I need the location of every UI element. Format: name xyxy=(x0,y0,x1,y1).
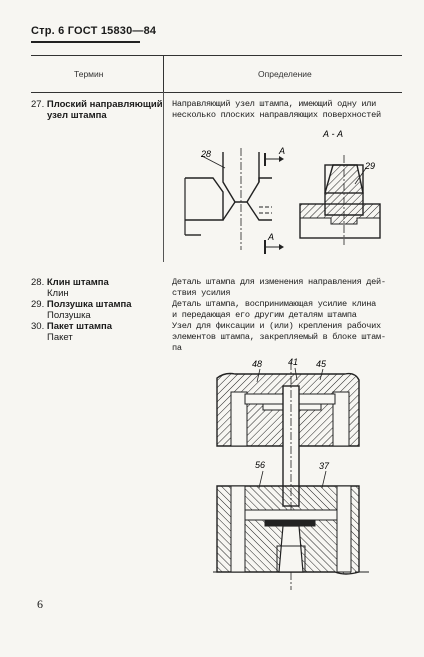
figure-label-37: 37 xyxy=(319,461,330,471)
entry-number: 28. xyxy=(31,277,45,288)
page-number: 6 xyxy=(37,597,43,611)
column-divider-body xyxy=(163,92,164,262)
entry-number: 30. xyxy=(31,321,45,332)
figure-label-29: 29 xyxy=(365,161,376,171)
page-header: Стр. 6 ГОСТ 15830—84 xyxy=(31,25,157,37)
entry-27-definition xyxy=(172,99,404,121)
entry-29-definition xyxy=(172,299,404,321)
figure-section-label: А - А xyxy=(323,129,344,139)
term-line: узел штампа xyxy=(47,110,107,121)
figure-label-a-bottom: А xyxy=(268,232,275,242)
term-line: Пакет штампа xyxy=(46,321,113,332)
definition-line: Деталь штампа для изменения направления дей- xyxy=(172,277,386,287)
figure-die-package xyxy=(205,350,375,590)
term-line: Клин штампа xyxy=(46,277,109,288)
figure-guide-assembly xyxy=(175,129,405,265)
entry-29-short: Ползушка xyxy=(47,310,91,321)
entry-28-term xyxy=(31,277,109,288)
figure-label-45: 45 xyxy=(316,359,327,369)
definition-line: несколько плоских направляющих поверхностей xyxy=(172,110,381,120)
entry-27-term xyxy=(31,99,163,121)
entry-30-short: Пакет xyxy=(47,332,73,343)
entry-28-definition xyxy=(172,277,404,299)
definition-line: элементов штампа, закрепляемый в блоке штам- xyxy=(172,332,386,342)
entry-28-short: Клин xyxy=(47,288,69,299)
table-header-rule xyxy=(31,92,402,93)
definition-line: Направляющий узел штампа, имеющий одну или xyxy=(172,99,376,109)
entry-number: 29. xyxy=(31,299,45,310)
figure-label-56: 56 xyxy=(255,460,266,470)
column-divider xyxy=(163,55,164,92)
entry-number: 27. xyxy=(31,99,45,110)
column-header-term: Термин xyxy=(74,69,104,79)
term-line: Плоский направляющий xyxy=(46,99,163,110)
figure-label-48: 48 xyxy=(252,359,263,369)
figure-label-41: 41 xyxy=(288,357,299,367)
table-top-rule xyxy=(31,55,402,56)
definition-line: ствия усилия xyxy=(172,288,231,298)
definition-line: и передающая его другим деталям штампа xyxy=(172,310,357,320)
term-line: Ползушка штампа xyxy=(46,299,132,310)
header-rule xyxy=(31,41,140,43)
definition-line: Деталь штампа, воспринимающая усилие клина xyxy=(172,299,376,309)
definition-line: Узел для фиксации и (или) крепления рабочих xyxy=(172,321,381,331)
figure-label-28: 28 xyxy=(201,149,212,159)
entry-30-term xyxy=(31,321,112,332)
column-header-definition: Определение xyxy=(258,69,312,79)
entry-29-term xyxy=(31,299,132,310)
definition-line: па xyxy=(172,343,182,353)
figure-label-a-top: А xyxy=(279,146,286,156)
